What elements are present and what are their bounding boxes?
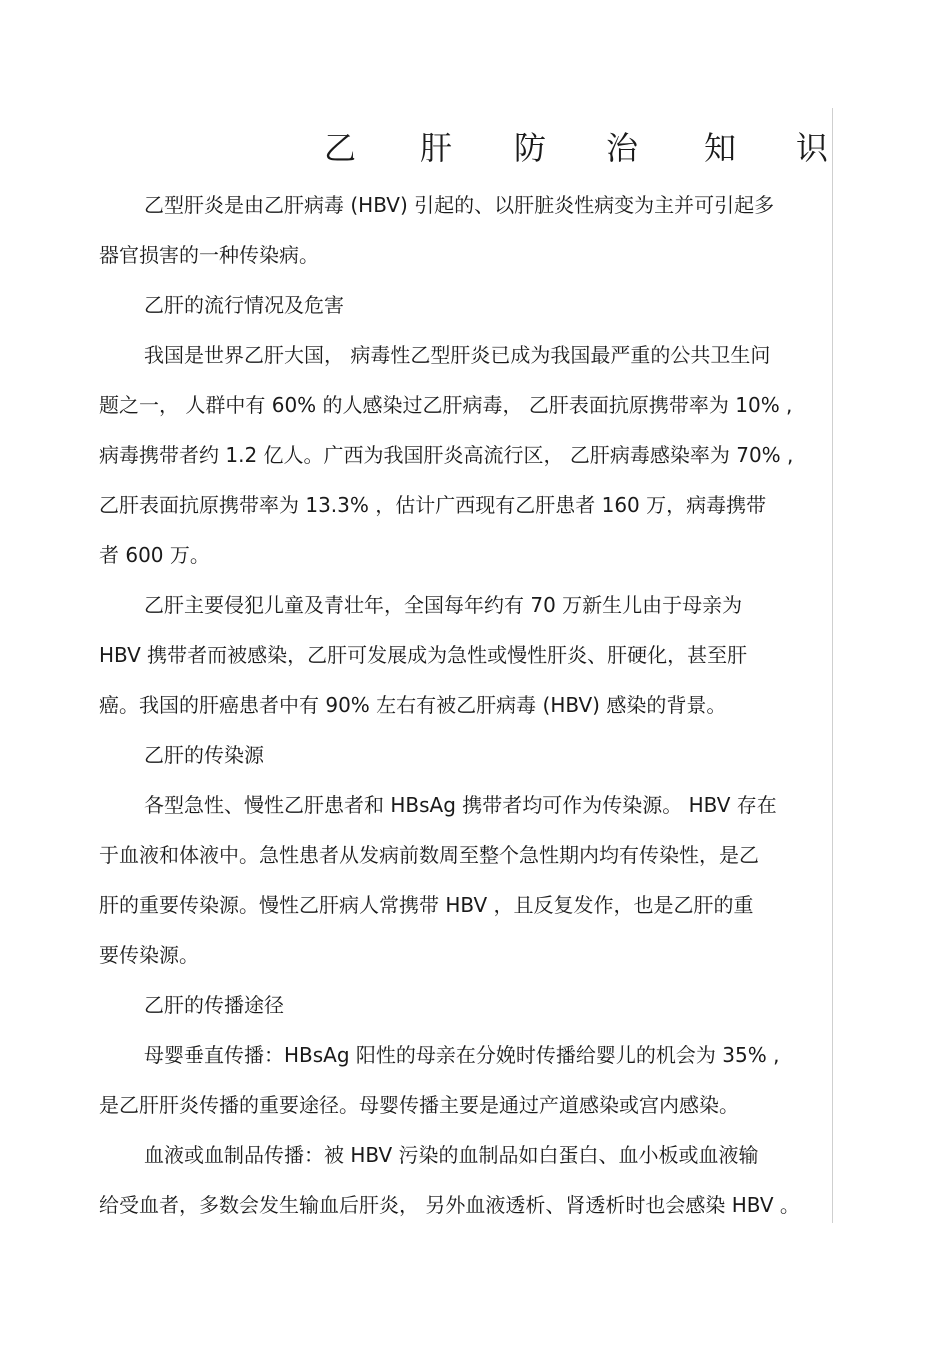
title-char: 肝 [420, 129, 453, 167]
paragraph-epidemiology-line: 病毒携带者约 1.2 亿人。广西为我国肝炎高流行区， 乙肝病毒感染率为 70% , [99, 443, 794, 467]
title-char: 识 [796, 129, 829, 167]
paragraph-vertical-transmission-line: 是乙肝肝炎传播的重要途径。母婴传播主要是通过产道感染或宫内感染。 [99, 1093, 739, 1117]
paragraph-source-line: 肝的重要传染源。慢性乙肝病人常携带 HBV ，且反复发作，也是乙肝的重 [99, 893, 754, 917]
document-body [99, 180, 833, 1230]
paragraph-intro-line: 乙型肝炎是由乙肝病毒 (HBV) 引起的、以肝脏炎性病变为主并可引起多 [144, 193, 775, 217]
paragraph-harm-line: HBV 携带者而被感染，乙肝可发展成为急性或慢性肝炎、肝硬化，甚至肝 [99, 643, 748, 667]
paragraph-epidemiology-line: 者 600 万。 [99, 543, 210, 567]
title-char: 乙 [324, 129, 357, 167]
paragraph-intro-line: 器官损害的一种传染病。 [99, 243, 319, 267]
title-char: 治 [606, 129, 639, 167]
paragraph-source-line: 要传染源。 [99, 943, 199, 967]
paragraph-blood-transmission-line: 给受血者，多数会发生输血后肝炎， 另外血液透析、肾透析时也会感染 HBV 。 [99, 1193, 800, 1217]
paragraph-source-line: 于血液和体液中。急性患者从发病前数周至整个急性期内均有传染性，是乙 [99, 843, 759, 867]
paragraph-epidemiology-line: 题之一， 人群中有 60% 的人感染过乙肝病毒， 乙肝表面抗原携带率为 10% , [99, 393, 793, 417]
paragraph-epidemiology-line: 我国是世界乙肝大国， 病毒性乙型肝炎已成为我国最严重的公共卫生问 [144, 343, 771, 367]
section-heading-epidemiology: 乙肝的流行情况及危害 [144, 293, 344, 317]
paragraph-vertical-transmission-line: 母婴垂直传播：HBsAg 阳性的母亲在分娩时传播给婴儿的机会为 35% , [144, 1043, 780, 1067]
paragraph-harm-line: 乙肝主要侵犯儿童及青壮年，全国每年约有 70 万新生儿由于母亲为 [144, 593, 743, 617]
paragraph-harm-line: 癌。我国的肝癌患者中有 90% 左右有被乙肝病毒 (HBV) 感染的背景。 [99, 693, 727, 717]
title-char: 防 [514, 129, 547, 167]
title-char: 知 [704, 129, 737, 167]
paragraph-source-line: 各型急性、慢性乙肝患者和 HBsAg 携带者均可作为传染源。 HBV 存在 [144, 793, 777, 817]
paragraph-blood-transmission-line: 血液或血制品传播：被 HBV 污染的血制品如白蛋白、血小板或血液输 [144, 1143, 759, 1167]
document-title [300, 124, 860, 172]
section-heading-transmission: 乙肝的传播途径 [144, 993, 284, 1017]
section-heading-source: 乙肝的传染源 [144, 743, 264, 767]
paragraph-epidemiology-line: 乙肝表面抗原携带率为 13.3% ，估计广西现有乙肝患者 160 万，病毒携带 [99, 493, 767, 517]
